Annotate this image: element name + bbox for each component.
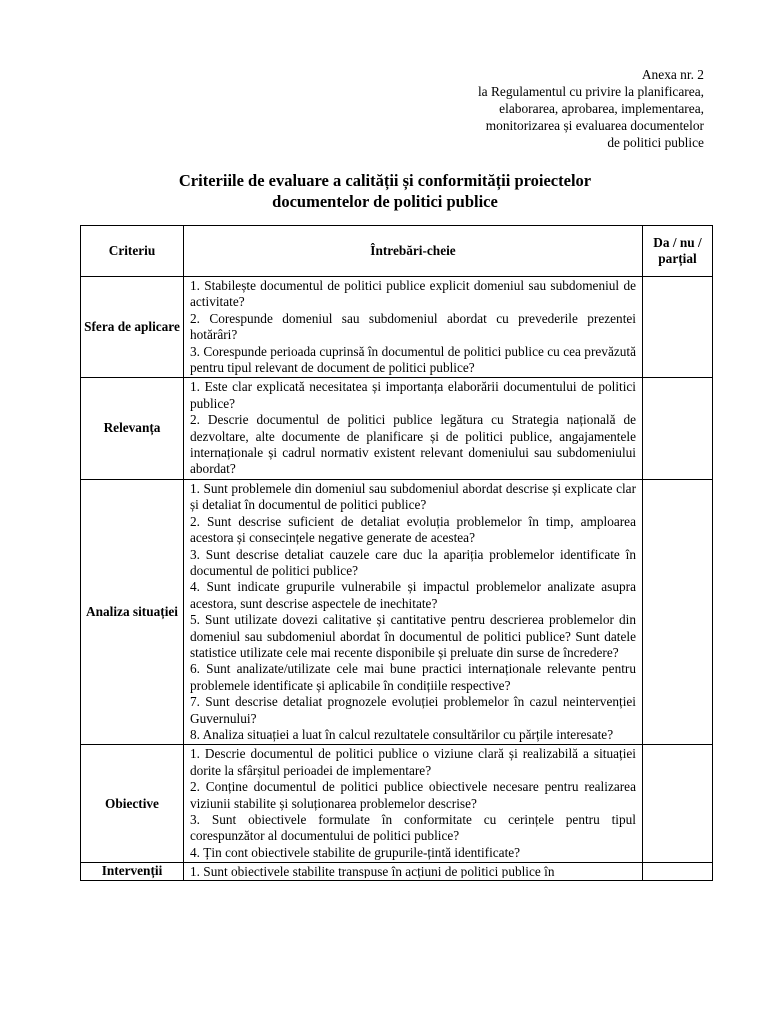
- annex-line: monitorizarea și evaluarea documentelor: [485, 118, 704, 133]
- question-list: [184, 378, 643, 479]
- criterion-name: Obiective: [81, 745, 184, 863]
- question-list: [184, 277, 643, 378]
- header-intrebari: Întrebări-cheie: [184, 226, 643, 277]
- title-line-1: Criteriile de evaluare a calității și conformității proiectelor: [178, 171, 592, 190]
- document-title: [150, 170, 620, 212]
- table-row: [81, 863, 713, 880]
- question-item: 1. Sunt problemele din domeniul sau subdomeniul abordat descrise și explicate clar și detaliat în documentul de politici publice?: [190, 480, 636, 513]
- question-list: [184, 863, 643, 880]
- question-item: 1. Stabilește documentul de politici publice explicit domeniul sau subdomeniul de activitate?: [190, 278, 636, 310]
- criterion-name: Relevanța: [81, 378, 184, 479]
- table-row: [81, 378, 713, 479]
- answer-cell[interactable]: [643, 479, 713, 745]
- annex-line: de politici publice: [607, 135, 704, 150]
- question-list: [184, 479, 643, 745]
- criteria-table: [80, 225, 713, 881]
- question-item: 8. Analiza situației a luat în calcul rezultatele consultărilor cu părțile interesate?: [190, 726, 614, 742]
- criterion-name: Intervenții: [81, 863, 184, 880]
- table-row: [81, 745, 713, 863]
- question-item: 1. Sunt obiectivele stabilite transpuse în acțiuni de politici publice în: [190, 864, 555, 879]
- criterion-name: Sfera de aplicare: [81, 277, 184, 378]
- answer-cell[interactable]: [643, 745, 713, 863]
- question-list: [184, 745, 643, 863]
- question-item: 3. Sunt descrise detaliat cauzele care duc la apariția problemelor identificate în documentul de politici publice?: [190, 546, 636, 578]
- annex-heading: [478, 66, 704, 151]
- question-item: 1. Descrie documentul de politici publice o viziune clară și realizabilă a situației dorite la sfârșitul perioadei de implementare?: [190, 746, 636, 778]
- annex-line: elaborarea, aprobarea, implementarea,: [499, 101, 704, 116]
- question-item: 2. Descrie documentul de politici publice legătura cu Strategia națională de dezvoltare, alte documente de planificare și de politici publice, angajamentele internaționale și cadrul normativ existent relevant domeniului sau subdomeniului abordat?: [190, 412, 636, 477]
- question-item: 2. Corespunde domeniul sau subdomeniul abordat cu prevederile prezentei hotărâri?: [190, 310, 636, 343]
- question-item: 3. Corespunde perioada cuprinsă în documentul de politici publice cu cea prevăzută pentru tipul relevant de document de politici publice?: [190, 343, 636, 376]
- header-criteriu: Criteriu: [81, 226, 184, 277]
- table-row: [81, 479, 713, 745]
- annex-line: Anexa nr. 2: [641, 67, 704, 82]
- header-raspuns: Da / nu / parțial: [643, 226, 713, 277]
- question-item: 4. Țin cont obiectivele stabilite de grupurile-țintă identificate?: [190, 844, 521, 860]
- question-item: 2. Sunt descrise suficient de detaliat evoluția problemelor în timp, amploarea acestora și consecințele negative generate de acestea?: [190, 513, 636, 546]
- question-item: 1. Este clar explicată necesitatea și importanța elaborării documentului de politici publice?: [190, 379, 636, 411]
- question-item: 2. Conține documentul de politici publice obiectivele necesare pentru realizarea viziunii stabilite și soluționarea problemelor descrise?: [190, 779, 636, 811]
- answer-cell[interactable]: [643, 277, 713, 378]
- question-item: 7. Sunt descrise detaliat prognozele evoluției problemelor în cazul neintervenției Guvernului?: [190, 694, 636, 726]
- question-item: 3. Sunt obiectivele formulate în conformitate cu cerințele pentru tipul corespunzător al documentului de politici publice?: [190, 812, 636, 844]
- answer-cell[interactable]: [643, 863, 713, 880]
- annex-line: la Regulamentul cu privire la planificarea,: [477, 84, 704, 99]
- table-header-row: [81, 226, 713, 277]
- question-item: 4. Sunt indicate grupurile vulnerabile și impactul problemelor analizate asupra acestora, sunt descrise aspectele de inechitate?: [190, 579, 636, 611]
- table-row: [81, 277, 713, 378]
- question-item: 6. Sunt analizate/utilizate cele mai bune practici internaționale relevante pentru problemele identificate și aplicabile în condițiile respective?: [190, 661, 636, 693]
- criterion-name: Analiza situației: [81, 479, 184, 745]
- title-line-2: documentelor de politici publice: [272, 192, 498, 211]
- answer-cell[interactable]: [643, 378, 713, 479]
- question-item: 5. Sunt utilizate dovezi calitative și cantitative pentru descrierea problemelor din domeniul sau subdomeniul abordat în documentul de politici publice? Sunt datele statistice utilizate cele mai recente disponibile și preluate din surse de încredere?: [190, 612, 636, 660]
